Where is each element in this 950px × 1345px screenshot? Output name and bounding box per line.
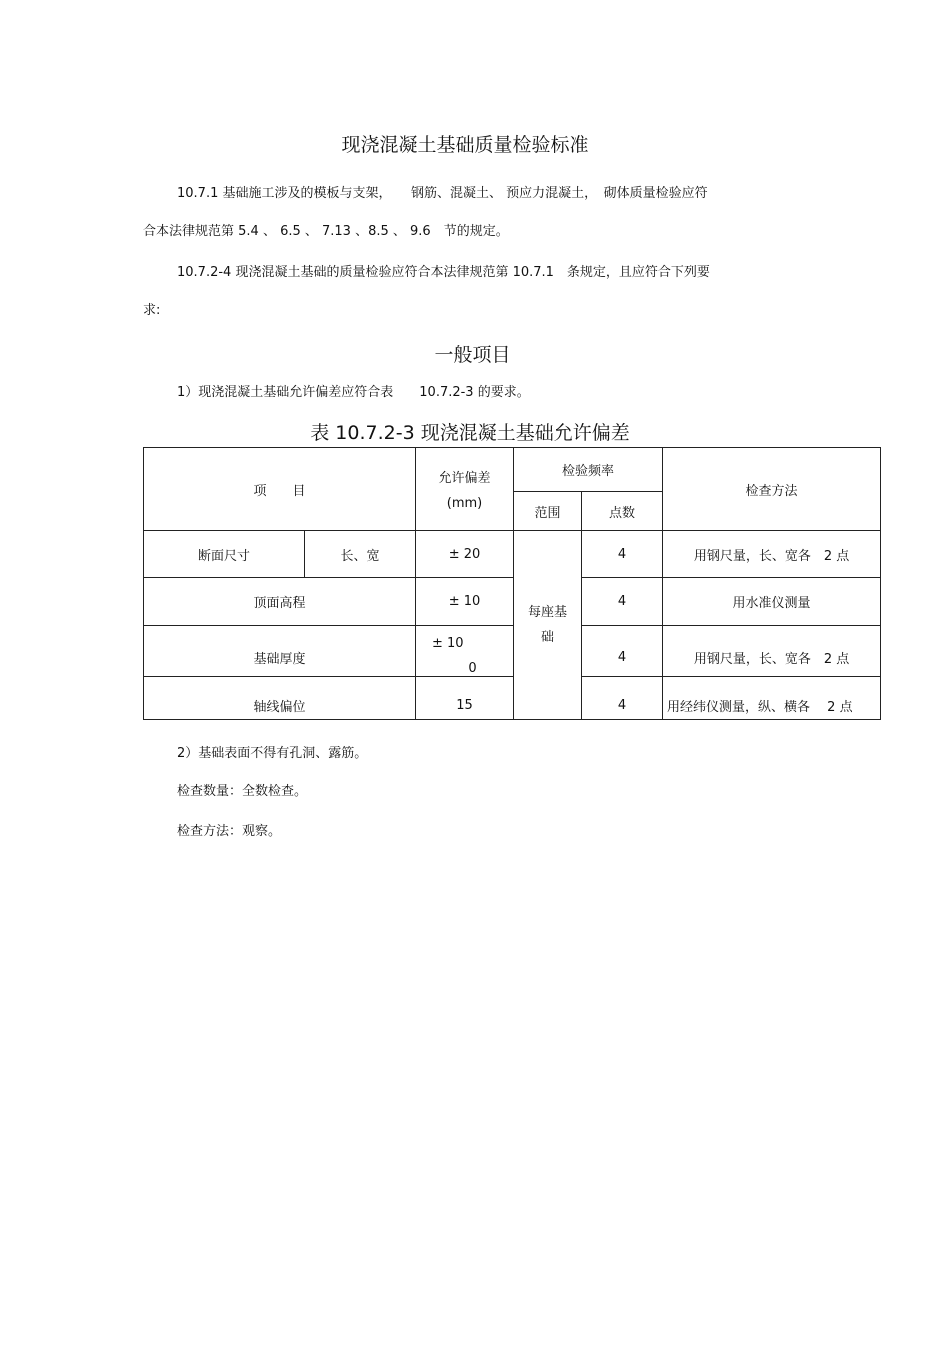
row-method: 用钢尺量，长、宽各 2 点 — [663, 626, 881, 677]
row-tolerance-upper: ± 10 — [432, 636, 464, 651]
tolerance-table — [143, 447, 881, 720]
row-points: 4 — [582, 531, 663, 578]
row-item: 基础厚度 — [144, 626, 416, 677]
row-tolerance — [416, 626, 514, 677]
row-sub-item: 长、宽 — [305, 531, 416, 578]
header-tolerance-unit: (mm) — [446, 496, 483, 511]
header-method: 检查方法 — [663, 448, 881, 531]
row-points: 4 — [582, 677, 663, 720]
header-points: 点数 — [582, 492, 663, 531]
item-2-text: 2）基础表面不得有孔洞、露筋。 — [177, 746, 368, 761]
header-range: 范围 — [514, 492, 582, 531]
item-1-text: 1）现浇混凝土基础允许偏差应符合表 10.7.2-3 的要求。 — [177, 385, 530, 400]
paragraph-10-7-2-4-line1: 10.7.2-4 现浇混凝土基础的质量检验应符合本法律规范第 10.7.1 条规定，且应符合下列要 — [177, 265, 710, 280]
header-item: 项 目 — [144, 448, 416, 531]
row-tolerance: 15 — [416, 677, 514, 720]
range-merged-text: 每座基础 — [528, 605, 568, 645]
header-tolerance-label: 允许偏差 — [438, 471, 491, 486]
paragraph-10-7-1-line2: 合本法律规范第 5.4 、 6.5 、 7.13 、8.5 、 9.6 节的规定。 — [143, 224, 509, 239]
row-tolerance-lower: 0 — [468, 661, 477, 676]
row-method: 用钢尺量，长、宽各 2 点 — [663, 531, 881, 578]
paragraph-10-7-2-4-line2: 求: — [143, 303, 161, 318]
row-item: 顶面高程 — [144, 578, 416, 626]
paragraph-10-7-1-line1: 10.7.1 基础施工涉及的模板与支架， 钢筋、混凝土、 预应力混凝土， 砌体质量检验应符 — [177, 186, 708, 201]
table-row — [144, 531, 881, 578]
row-tolerance: ± 20 — [416, 531, 514, 578]
check-count-text: 检查数量：全数检查。 — [177, 784, 308, 799]
section-title: 一般项目 — [434, 344, 511, 366]
row-item: 轴线偏位 — [144, 677, 416, 720]
table-row — [144, 677, 881, 720]
row-method: 用水准仪测量 — [663, 578, 881, 626]
table-row — [144, 626, 881, 677]
range-merged-cell — [514, 531, 582, 720]
table-row — [144, 578, 881, 626]
row-points: 4 — [582, 578, 663, 626]
header-frequency: 检验频率 — [514, 448, 663, 492]
table-caption: 表 10.7.2-3 现浇混凝土基础允许偏差 — [310, 422, 630, 444]
row-method: 用经纬仪测量，纵、横各 2 点 — [663, 677, 881, 720]
row-points: 4 — [582, 626, 663, 677]
check-method-text: 检查方法：观察。 — [177, 824, 282, 839]
row-tolerance: ± 10 — [416, 578, 514, 626]
row-item: 断面尺寸 — [144, 531, 305, 578]
document-title: 现浇混凝土基础质量检验标准 — [341, 134, 589, 156]
header-tolerance — [416, 448, 514, 531]
